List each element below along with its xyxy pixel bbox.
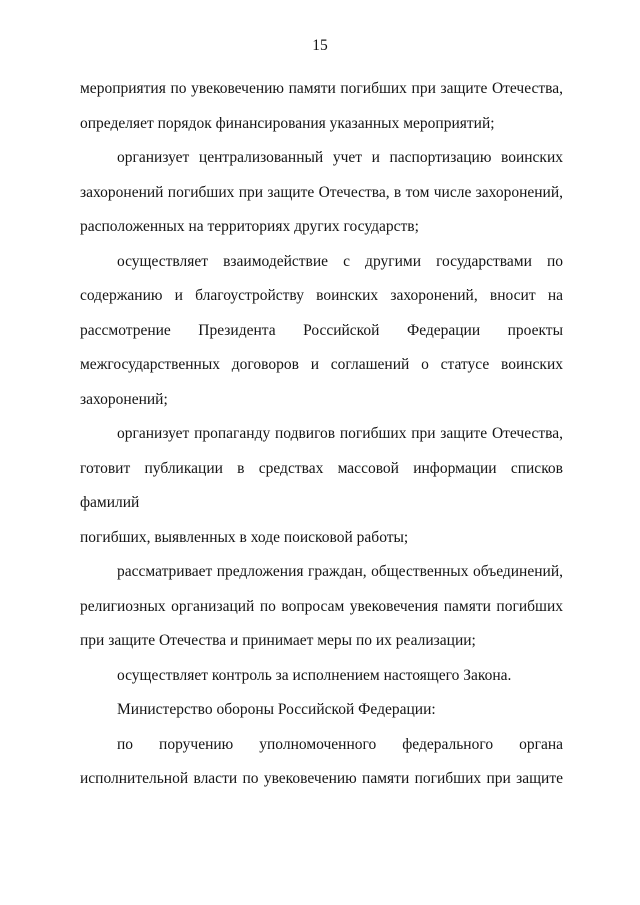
paragraph-2-line-1: организует централизованный учет и паспортизацию воинских bbox=[117, 149, 563, 166]
paragraph-7-line-1: Министерство обороны Российской Федерации: bbox=[117, 701, 436, 718]
paragraph-2-line-3: расположенных на территориях других государств; bbox=[80, 218, 419, 235]
paragraph-6-line-1: осуществляет контроль за исполнением настоящего Закона. bbox=[117, 666, 512, 684]
paragraph-2-line-2: захоронений погибших при защите Отечества, в том числе захоронений, bbox=[80, 183, 563, 201]
page-number: 15 bbox=[312, 37, 328, 54]
document-body bbox=[80, 72, 563, 797]
paragraph-3-line-5: захоронений; bbox=[80, 390, 168, 408]
paragraph-3-line-1: осуществляет взаимодействие с другими государствами по bbox=[117, 252, 563, 270]
paragraph-4-line-1: организует пропаганду подвигов погибших при защите Отечества, bbox=[117, 425, 563, 442]
paragraph-5-line-3: при защите Отечества и принимает меры по их реализации; bbox=[80, 632, 476, 649]
paragraph-5-line-1: рассматривает предложения граждан, общественных объединений, bbox=[117, 563, 563, 580]
paragraph-8-line-1: по поручению уполномоченного федерального органа bbox=[117, 735, 563, 753]
paragraph-1-line-1: мероприятия по увековечению памяти погибших при защите Отечества, bbox=[80, 80, 563, 97]
paragraph-3-line-3: рассмотрение Президента Российской Федерации проекты bbox=[80, 321, 563, 339]
paragraph-5-line-2: религиозных организаций по вопросам увековечения памяти погибших bbox=[80, 597, 563, 615]
paragraph-1-line-2: определяет порядок финансирования указанных мероприятий; bbox=[80, 114, 495, 132]
paragraph-8-line-2: исполнительной власти по увековечению памяти погибших при защите bbox=[80, 770, 563, 787]
paragraph-4-line-3: погибших, выявленных в ходе поисковой работы; bbox=[80, 528, 409, 546]
paragraph-3-line-4: межгосударственных договоров и соглашений о статусе воинских bbox=[80, 356, 563, 373]
paragraph-4-line-2: готовит публикации в средствах массовой информации списков фамилий bbox=[80, 459, 563, 511]
paragraph-3-line-2: содержанию и благоустройству воинских захоронений, вносит на bbox=[80, 287, 563, 304]
